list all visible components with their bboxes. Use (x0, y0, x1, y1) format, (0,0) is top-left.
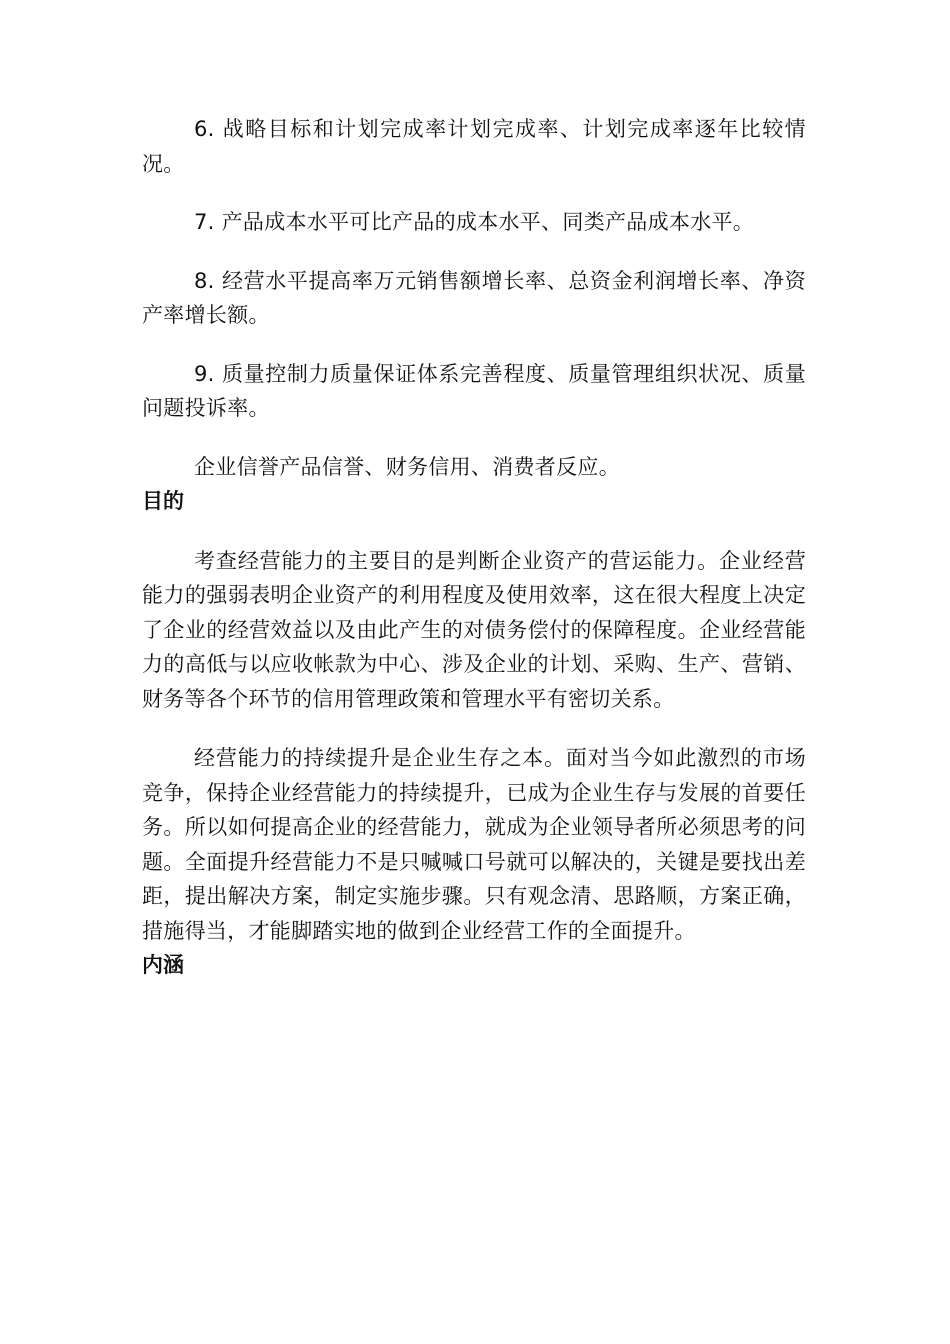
section-heading-purpose: 目的 (142, 489, 184, 513)
paragraph-item-7: 7. 产品成本水平可比产品的成本水平、同类产品成本水平。 (194, 210, 755, 234)
paragraph-item-6: 6. 战略目标和计划完成率计划完成率、计划完成率逐年比较情况。 (142, 117, 806, 176)
paragraph-purpose-2: 经营能力的持续提升是企业生存之本。面对当今如此激烈的市场竞争，保持企业经营能力的持续提升，已成为企业生存与发展的首要任务。所以如何提高企业的经营能力，就成为企业领导者所必须思考的问题。全面提升经营能力不是只喊喊口号就可以解决的，关键是要找出差距，提出解决方案，制定实施步骤。只有观念清、思路顺，方案正确，措施得当，才能脚踏实地的做到企业经营工作的全面提升。 (142, 746, 806, 943)
document-page (142, 112, 806, 983)
paragraph-item-9: 9. 质量控制力质量保证体系完善程度、质量管理组织状况、质量问题投诉率。 (142, 361, 806, 420)
paragraph-enterprise-credit: 企业信誉产品信誉、财务信用、消费者反应。 (194, 454, 620, 479)
paragraph-item-8: 8. 经营水平提高率万元销售额增长率、总资金利润增长率、净资产率增长额。 (142, 268, 806, 327)
paragraph-purpose-1: 考查经营能力的主要目的是判断企业资产的营运能力。企业经营能力的强弱表明企业资产的利用程度及使用效率，这在很大程度上决定了企业的经营效益以及由此产生的对债务偿付的保障程度。企业经营能力的高低与以应收帐款为中心、涉及企业的计划、采购、生产、营销、财务等各个环节的信用管理政策和管理水平有密切关系。 (142, 548, 806, 711)
section-heading-connotation: 内涵 (142, 953, 184, 977)
